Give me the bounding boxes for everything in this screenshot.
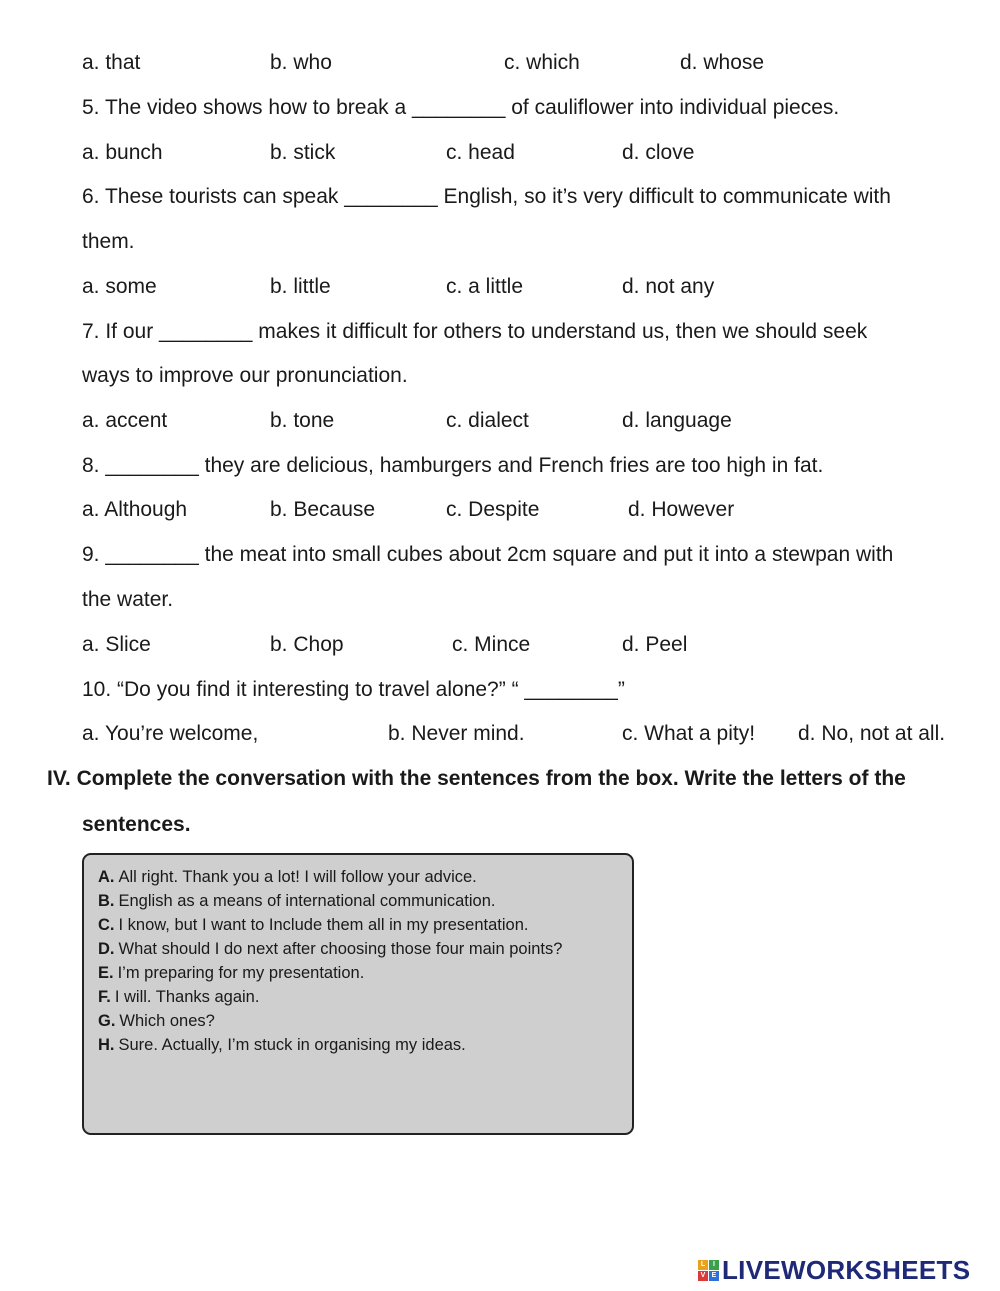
q5-stem: 5. The video shows how to break a ________ of cauliflower into individual pieces.	[82, 96, 840, 119]
q6-option-b[interactable]: b. little	[270, 275, 331, 298]
sentence-item-b: B. English as a means of international communication.	[98, 892, 496, 910]
q8-stem: 8. ________ they are delicious, hamburgers and French fries are too high in fat.	[82, 454, 824, 477]
q10-option-b[interactable]: b. Never mind.	[388, 722, 525, 745]
sentence-box	[82, 853, 634, 1135]
q6-option-a[interactable]: a. some	[82, 275, 157, 298]
q5-option-d[interactable]: d. clove	[622, 141, 695, 164]
q4-option-a[interactable]: a. that	[82, 51, 141, 74]
liveworksheets-logo-icon: L I V E	[698, 1260, 719, 1281]
q6-stem-line1: 6. These tourists can speak ________ English, so it’s very difficult to communicate with	[82, 185, 891, 208]
sentence-item-f: F. I will. Thanks again.	[98, 988, 260, 1006]
q9-option-d[interactable]: d. Peel	[622, 633, 688, 656]
sentence-item-a: A. All right. Thank you a lot! I will follow your advice.	[98, 868, 477, 886]
q8-option-c[interactable]: c. Despite	[446, 498, 540, 521]
q5-option-c[interactable]: c. head	[446, 141, 515, 164]
section-4-heading-cont: sentences.	[82, 813, 191, 836]
liveworksheets-logo	[698, 1255, 970, 1285]
q7-option-a[interactable]: a. accent	[82, 409, 168, 432]
logo-text: LIVEWORKSHEETS	[722, 1254, 971, 1285]
q9-stem-line2: the water.	[82, 588, 174, 611]
sentence-item-e: E. I’m preparing for my presentation.	[98, 964, 365, 982]
sentence-item-h: H. Sure. Actually, I’m stuck in organising my ideas.	[98, 1036, 466, 1054]
sentence-list	[98, 865, 562, 1057]
q4-option-b[interactable]: b. who	[270, 51, 332, 74]
q9-option-b[interactable]: b. Chop	[270, 633, 344, 656]
q7-stem-line2: ways to improve our pronunciation.	[82, 364, 408, 387]
q7-stem-line1: 7. If our ________ makes it difficult for others to understand us, then we should seek	[82, 320, 868, 343]
sentence-item-d: D. What should I do next after choosing those four main points?	[98, 940, 563, 958]
q8-option-d[interactable]: d. However	[628, 498, 735, 521]
q9-option-c[interactable]: c. Mince	[452, 633, 531, 656]
q7-option-d[interactable]: d. language	[622, 409, 732, 432]
q8-option-a[interactable]: a. Although	[82, 498, 188, 521]
q9-stem-line1: 9. ________ the meat into small cubes about 2cm square and put it into a stewpan with	[82, 543, 894, 566]
q7-option-c[interactable]: c. dialect	[446, 409, 529, 432]
sentence-item-g: G. Which ones?	[98, 1012, 215, 1030]
q6-option-d[interactable]: d. not any	[622, 275, 715, 298]
q6-stem-line2: them.	[82, 230, 135, 253]
q9-option-a[interactable]: a. Slice	[82, 633, 151, 656]
q10-option-a[interactable]: a. You’re welcome,	[82, 722, 259, 745]
q6-option-c[interactable]: c. a little	[446, 275, 524, 298]
q5-option-a[interactable]: a. bunch	[82, 141, 163, 164]
q4-option-d[interactable]: d. whose	[680, 51, 765, 74]
q10-stem: 10. “Do you find it interesting to travel alone?” “ ________”	[82, 678, 625, 701]
sentence-item-c: C. I know, but I want to Include them all in my presentation.	[98, 916, 529, 934]
q7-option-b[interactable]: b. tone	[270, 409, 335, 432]
q5-option-b[interactable]: b. stick	[270, 141, 336, 164]
q10-option-c[interactable]: c. What a pity!	[622, 722, 756, 745]
q10-option-d[interactable]: d. No, not at all.	[798, 722, 946, 745]
q4-option-c[interactable]: c. which	[504, 51, 580, 74]
q8-option-b[interactable]: b. Because	[270, 498, 376, 521]
section-4-heading: IV. Complete the conversation with the sentences from the box. Write the letters of the	[47, 767, 906, 790]
